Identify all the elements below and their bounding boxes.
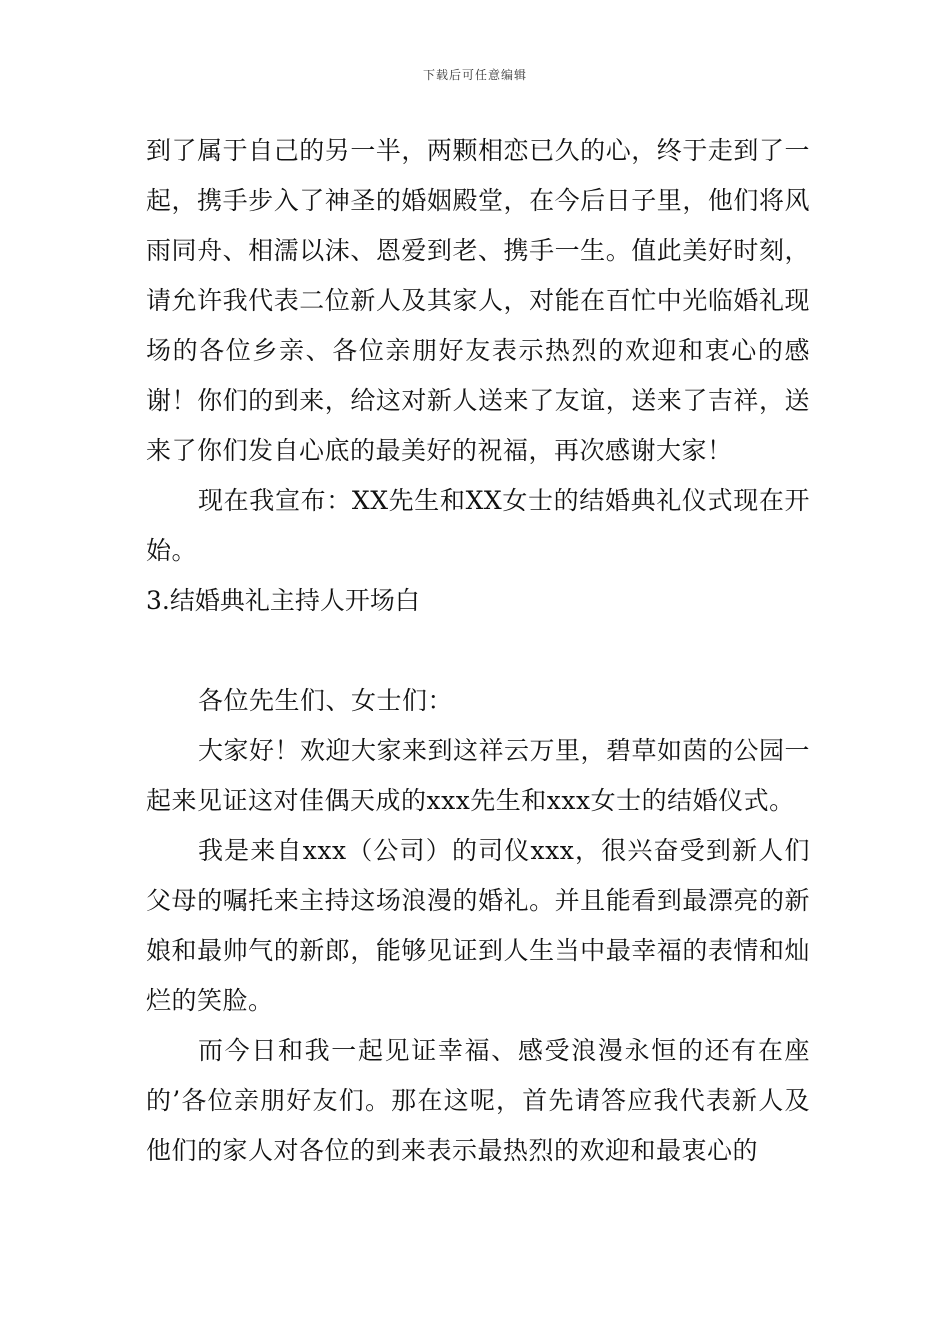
document-body: [146, 126, 810, 1176]
paragraph-introduction: 我是来自xxx（公司）的司仪xxx，很兴奋受到新人们父母的嘱托来主持这场浪漫的婚礼。并且能看到最漂亮的新娘和最帅气的新郎，能够见证到人生当中最幸福的表情和灿烂的笑脸。: [146, 836, 810, 1015]
blank-line: [146, 626, 810, 676]
paragraph-continued: 到了属于自己的另一半，两颗相恋已久的心，终于走到了一起，携手步入了神圣的婚姻殿堂，在今后日子里，他们将风雨同舟、相濡以沫、恩爱到老、携手一生。值此美好时刻，请允许我代表二位新人及其家人，对能在百忙中光临婚礼现场的各位乡亲、各位亲朋好友表示热烈的欢迎和衷心的感谢！你们的到来，给这对新人送来了友谊，送来了吉祥，送来了你们发自心底的最美好的祝福，再次感谢大家！: [146, 136, 810, 465]
section-heading: 3.结婚典礼主持人开场白: [146, 586, 420, 615]
paragraph-announcement: 现在我宣布：XX先生和XX女士的结婚典礼仪式现在开始。: [146, 486, 810, 565]
paragraph-thanks: 而今日和我一起见证幸福、感受浪漫永恒的还有在座的’各位亲朋好友们。那在这呢，首先请答应我代表新人及他们的家人对各位的到来表示最热烈的欢迎和最衷心的: [146, 1036, 810, 1165]
paragraph-salutation: 各位先生们、女士们：: [198, 686, 454, 715]
page-header: 下载后可任意编辑: [422, 68, 527, 82]
paragraph-welcome: 大家好！欢迎大家来到这祥云万里，碧草如茵的公园一起来见证这对佳偶天成的xxx先生和xxx女士的结婚仪式。: [146, 736, 811, 815]
